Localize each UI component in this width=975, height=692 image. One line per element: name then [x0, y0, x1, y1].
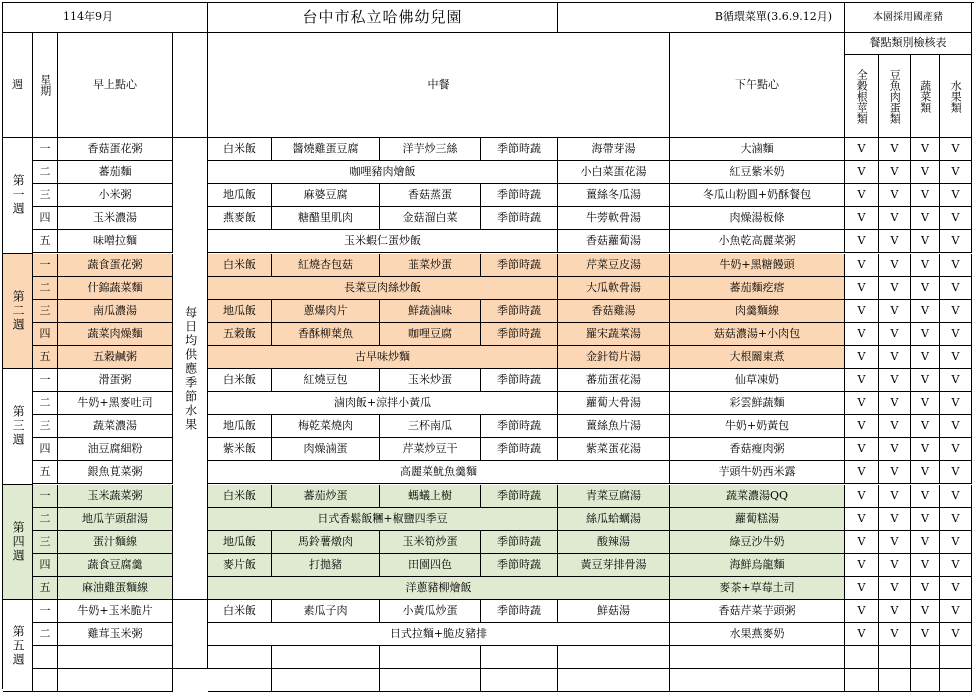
blank-cell: [33, 669, 58, 692]
lunch-item: 地瓜飯: [208, 531, 272, 554]
check-mark: V: [911, 230, 940, 253]
header-date: 114年9月: [3, 3, 208, 33]
lunch-item: 蔥爆肉片: [272, 300, 380, 323]
week-label-3: 第三週: [3, 369, 33, 485]
lunch-item: 季節時蔬: [481, 138, 558, 161]
check-mark: V: [845, 277, 879, 300]
lunch-item: 麥片飯: [208, 554, 272, 577]
day-label: 四: [33, 323, 58, 346]
col-check-3: 水果類: [940, 55, 972, 138]
lunch-soup: 大瓜軟骨湯: [558, 277, 670, 300]
check-mark: V: [879, 230, 911, 253]
breakfast-item: 什錦蔬菜麵: [58, 277, 173, 300]
day-label: 五: [33, 577, 58, 600]
lunch-item: 金菇溜白菜: [380, 207, 481, 230]
breakfast-item: 玉米蔬菜粥: [58, 485, 173, 508]
day-label: 三: [33, 300, 58, 323]
afternoon-item: 冬瓜山粉圓+奶酥餐包: [670, 184, 845, 207]
lunch-item: 肉燥滷蛋: [272, 438, 380, 461]
blank-cell: [558, 646, 670, 669]
check-mark: V: [940, 254, 972, 277]
blank-cell: [58, 646, 173, 669]
breakfast-item: 蛋汁麵線: [58, 531, 173, 554]
afternoon-item: 蘿蔔糕湯: [670, 508, 845, 531]
check-mark: V: [911, 254, 940, 277]
page-title: 台中市私立哈佛幼兒園: [208, 3, 558, 33]
lunch-item: 麻婆豆腐: [272, 184, 380, 207]
breakfast-item: 油豆腐細粉: [58, 438, 173, 461]
lunch-item: 酸辣湯: [558, 531, 670, 554]
col-check-1: 豆魚肉蛋類: [879, 55, 911, 138]
day-label: 一: [33, 369, 58, 392]
check-mark: V: [911, 508, 940, 531]
day-label: 二: [33, 161, 58, 184]
lunch-merged: 玉米蝦仁蛋炒飯: [208, 230, 558, 253]
check-mark: V: [911, 600, 940, 623]
check-mark: V: [879, 346, 911, 369]
check-mark: V: [879, 254, 911, 277]
breakfast-item: 小米粥: [58, 184, 173, 207]
check-mark: V: [911, 415, 940, 438]
lunch-item: 季節時蔬: [481, 415, 558, 438]
check-mark: V: [940, 392, 972, 415]
lunch-item: 白米飯: [208, 369, 272, 392]
breakfast-item: 牛奶+玉米脆片: [58, 600, 173, 623]
lunch-soup: 香菇蘿蔔湯: [558, 230, 670, 253]
check-mark: V: [911, 438, 940, 461]
breakfast-item: 味噌拉麵: [58, 230, 173, 253]
lunch-merged: 日式拉麵+脆皮豬排: [208, 623, 670, 646]
afternoon-item: 香菇瘦肉粥: [670, 438, 845, 461]
lunch-item: 鮮蔬滷味: [380, 300, 481, 323]
lunch-soup: 小白菜蛋花湯: [558, 161, 670, 184]
check-mark: V: [940, 207, 972, 230]
lunch-item: 玉米炒蛋: [380, 369, 481, 392]
check-mark: V: [845, 554, 879, 577]
lunch-item: 三杯南瓜: [380, 415, 481, 438]
check-mark: V: [879, 554, 911, 577]
afternoon-item: 菇菇濃湯+小肉包: [670, 323, 845, 346]
blank-cell: [380, 646, 481, 669]
lunch-item: 季節時蔬: [481, 254, 558, 277]
col-check-2: 蔬菜類: [911, 55, 940, 138]
lunch-item: 蕃茄蛋花湯: [558, 369, 670, 392]
day-label: 一: [33, 138, 58, 161]
lunch-item: 季節時蔬: [481, 531, 558, 554]
col-day: 星期: [33, 33, 58, 138]
afternoon-item: 綠豆沙牛奶: [670, 531, 845, 554]
lunch-soup: 絲瓜蛤蠣湯: [558, 508, 670, 531]
lunch-item: 季節時蔬: [481, 554, 558, 577]
check-mark: V: [940, 300, 972, 323]
lunch-item: 韮菜炒蛋: [380, 254, 481, 277]
breakfast-item: 蔬菜濃湯: [58, 415, 173, 438]
afternoon-item: 彩雲鮮蔬麵: [670, 392, 845, 415]
check-mark: V: [940, 554, 972, 577]
day-label: 二: [33, 508, 58, 531]
check-mark: V: [845, 346, 879, 369]
check-mark: V: [879, 438, 911, 461]
afternoon-item: 香菇芹菜芋頭粥: [670, 600, 845, 623]
lunch-item: 黃豆芽排骨湯: [558, 554, 670, 577]
day-label: 三: [33, 531, 58, 554]
blank-cell: [272, 669, 380, 692]
check-mark: V: [940, 184, 972, 207]
day-label: 五: [33, 461, 58, 484]
check-mark: V: [879, 623, 911, 646]
lunch-item: 季節時蔬: [481, 323, 558, 346]
col-check-title: 餐點類別檢核表: [845, 33, 972, 55]
check-mark: V: [845, 438, 879, 461]
day-label: 二: [33, 623, 58, 646]
lunch-item: 香酥柳葉魚: [272, 323, 380, 346]
check-mark: V: [845, 531, 879, 554]
check-mark: V: [940, 138, 972, 161]
check-mark: V: [940, 485, 972, 508]
lunch-item: 香菇雞湯: [558, 300, 670, 323]
blank-cell: [845, 669, 879, 692]
check-mark: V: [879, 323, 911, 346]
col-afternoon: 下午點心: [670, 33, 845, 138]
lunch-item: 田園四色: [380, 554, 481, 577]
check-mark: V: [911, 184, 940, 207]
breakfast-item: 銀魚莧菜粥: [58, 461, 173, 484]
lunch-item: 季節時蔬: [481, 600, 558, 623]
breakfast-item: 麻油雞蛋麵線: [58, 577, 173, 600]
check-mark: V: [879, 300, 911, 323]
check-mark: V: [879, 508, 911, 531]
afternoon-item: 小魚乾高麗菜粥: [670, 230, 845, 253]
check-mark: V: [879, 207, 911, 230]
blank-cell: [208, 669, 272, 692]
blank-cell: [670, 669, 845, 692]
blank-cell: [272, 646, 380, 669]
lunch-merged: 滷肉飯+涼拌小黃瓜: [208, 392, 558, 415]
lunch-item: 馬鈴薯燉肉: [272, 531, 380, 554]
lunch-item: 羅宋蔬菜湯: [558, 323, 670, 346]
breakfast-item: 地瓜芋頭甜湯: [58, 508, 173, 531]
lunch-item: 牛蒡軟骨湯: [558, 207, 670, 230]
check-mark: V: [845, 207, 879, 230]
check-mark: V: [845, 230, 879, 253]
lunch-merged: 咖哩豬肉燴飯: [208, 161, 558, 184]
check-mark: V: [940, 369, 972, 392]
afternoon-item: 蕃茄麵疙瘩: [670, 277, 845, 300]
day-label: 二: [33, 277, 58, 300]
check-mark: V: [845, 369, 879, 392]
check-mark: V: [911, 161, 940, 184]
check-mark: V: [845, 138, 879, 161]
check-mark: V: [911, 300, 940, 323]
lunch-item: 鮮菇湯: [558, 600, 670, 623]
lunch-item: 白米飯: [208, 138, 272, 161]
breakfast-item: 蔬食蛋花粥: [58, 254, 173, 277]
check-mark: V: [940, 600, 972, 623]
breakfast-item: 南瓜濃湯: [58, 300, 173, 323]
week-label-1: 第一週: [3, 138, 33, 254]
day-label: 三: [33, 415, 58, 438]
day-label: 四: [33, 207, 58, 230]
afternoon-item: 紅豆紫米奶: [670, 161, 845, 184]
fruit-note-blank: [173, 600, 208, 669]
lunch-item: 紫米飯: [208, 438, 272, 461]
afternoon-item: 仙草凍奶: [670, 369, 845, 392]
check-mark: V: [940, 623, 972, 646]
lunch-item: 白米飯: [208, 254, 272, 277]
lunch-merged: 洋蔥豬柳燴飯: [208, 577, 670, 600]
breakfast-item: 牛奶+黑麥吐司: [58, 392, 173, 415]
check-mark: V: [879, 600, 911, 623]
lunch-item: 紫菜蛋花湯: [558, 438, 670, 461]
lunch-item: 季節時蔬: [481, 485, 558, 508]
afternoon-item: 牛奶+黑糖饅頭: [670, 254, 845, 277]
day-label: 五: [33, 346, 58, 369]
lunch-item: 季節時蔬: [481, 207, 558, 230]
lunch-item: 打拋豬: [272, 554, 380, 577]
breakfast-item: 滑蛋粥: [58, 369, 173, 392]
check-mark: V: [911, 369, 940, 392]
lunch-item: 地瓜飯: [208, 184, 272, 207]
breakfast-item: 蕃茄麵: [58, 161, 173, 184]
check-mark: V: [940, 577, 972, 600]
breakfast-item: 蔬菜肉燥麵: [58, 323, 173, 346]
day-label: 五: [33, 230, 58, 253]
check-mark: V: [911, 461, 940, 484]
check-mark: V: [911, 277, 940, 300]
week-label-2: 第二週: [3, 254, 33, 370]
blank-cell: [911, 669, 940, 692]
blank-cell: [380, 669, 481, 692]
check-mark: V: [879, 461, 911, 484]
blank-cell: [481, 669, 558, 692]
blank-cell: [481, 646, 558, 669]
check-mark: V: [911, 346, 940, 369]
lunch-item: 糖醋里肌肉: [272, 207, 380, 230]
check-mark: V: [911, 323, 940, 346]
lunch-item: 燕麥飯: [208, 207, 272, 230]
lunch-item: 香菇蒸蛋: [380, 184, 481, 207]
check-mark: V: [845, 323, 879, 346]
check-mark: V: [845, 623, 879, 646]
check-mark: V: [940, 161, 972, 184]
col-fruit-header: [173, 33, 208, 138]
check-mark: V: [845, 254, 879, 277]
day-label: 一: [33, 254, 58, 277]
blank-cell: [879, 646, 911, 669]
lunch-merged: 日式香鬆飯糰+椒鹽四季豆: [208, 508, 558, 531]
lunch-item: 地瓜飯: [208, 300, 272, 323]
check-mark: V: [879, 485, 911, 508]
lunch-item: 薑絲魚片湯: [558, 415, 670, 438]
check-mark: V: [940, 461, 972, 484]
lunch-merged: 長菜豆肉絲炒飯: [208, 277, 558, 300]
lunch-item: 紅燒杏包菇: [272, 254, 380, 277]
week-label-4: 第四週: [3, 485, 33, 601]
lunch-item: 小黃瓜炒蛋: [380, 600, 481, 623]
blank-cell: [911, 646, 940, 669]
lunch-item: 芹菜豆皮湯: [558, 254, 670, 277]
check-mark: V: [940, 415, 972, 438]
check-mark: V: [845, 600, 879, 623]
check-mark: V: [940, 508, 972, 531]
check-mark: V: [845, 161, 879, 184]
check-mark: V: [845, 184, 879, 207]
afternoon-item: 麥茶+草莓土司: [670, 577, 845, 600]
col-lunch: 中餐: [208, 33, 670, 138]
check-mark: V: [879, 415, 911, 438]
afternoon-item: 牛奶+奶黃包: [670, 415, 845, 438]
lunch-item: 咖哩豆腐: [380, 323, 481, 346]
blank-cell: [208, 646, 272, 669]
check-mark: V: [845, 461, 879, 484]
lunch-item: 季節時蔬: [481, 369, 558, 392]
lunch-item: 洋芋炒三絲: [380, 138, 481, 161]
col-breakfast: 早上點心: [58, 33, 173, 138]
lunch-merged: 高麗菜魷魚羹麵: [208, 461, 670, 484]
check-mark: V: [845, 300, 879, 323]
check-mark: V: [879, 161, 911, 184]
check-mark: V: [879, 138, 911, 161]
check-mark: V: [940, 277, 972, 300]
blank-cell: [940, 669, 972, 692]
header-cycle: B循環菜單(3.6.9.12月): [558, 3, 845, 33]
check-mark: V: [911, 623, 940, 646]
check-mark: V: [845, 577, 879, 600]
check-mark: V: [911, 577, 940, 600]
breakfast-item: 玉米濃湯: [58, 207, 173, 230]
lunch-item: 地瓜飯: [208, 415, 272, 438]
check-mark: V: [845, 392, 879, 415]
afternoon-item: 芋頭牛奶西米露: [670, 461, 845, 484]
check-mark: V: [911, 392, 940, 415]
fruit-note: 每日均供應季節水果: [173, 138, 208, 600]
lunch-soup: 金針筍片湯: [558, 346, 670, 369]
afternoon-item: 肉羹麵線: [670, 300, 845, 323]
check-mark: V: [911, 138, 940, 161]
lunch-item: 玉米筍炒蛋: [380, 531, 481, 554]
lunch-item: 季節時蔬: [481, 184, 558, 207]
lunch-item: 五穀飯: [208, 323, 272, 346]
afternoon-item: 蔬菜濃湯QQ: [670, 485, 845, 508]
check-mark: V: [845, 485, 879, 508]
breakfast-item: 香菇蛋花粥: [58, 138, 173, 161]
afternoon-item: 肉燥湯板條: [670, 207, 845, 230]
breakfast-item: 蔬食豆腐羹: [58, 554, 173, 577]
check-mark: V: [940, 323, 972, 346]
blank-cell: [33, 646, 58, 669]
breakfast-item: 雞茸玉米粥: [58, 623, 173, 646]
day-label: 三: [33, 184, 58, 207]
check-mark: V: [911, 554, 940, 577]
lunch-item: 素瓜子肉: [272, 600, 380, 623]
blank-cell: [58, 669, 173, 692]
check-mark: V: [845, 415, 879, 438]
col-check-0: 全穀根莖類: [845, 55, 879, 138]
lunch-item: 白米飯: [208, 485, 272, 508]
check-mark: V: [879, 392, 911, 415]
check-mark: V: [879, 577, 911, 600]
check-mark: V: [911, 485, 940, 508]
day-label: 一: [33, 600, 58, 623]
check-mark: V: [940, 531, 972, 554]
blank-cell: [845, 646, 879, 669]
lunch-item: 紅燒豆包: [272, 369, 380, 392]
check-mark: V: [845, 508, 879, 531]
check-mark: V: [940, 438, 972, 461]
check-mark: V: [879, 531, 911, 554]
lunch-item: 季節時蔬: [481, 300, 558, 323]
day-label: 四: [33, 438, 58, 461]
afternoon-item: 大根關東煮: [670, 346, 845, 369]
blank-cell: [940, 646, 972, 669]
lunch-item: 白米飯: [208, 600, 272, 623]
blank-cell: [558, 669, 670, 692]
check-mark: V: [879, 277, 911, 300]
lunch-item: 季節時蔬: [481, 438, 558, 461]
check-mark: V: [879, 369, 911, 392]
week-label-5: 第五週: [3, 600, 33, 692]
lunch-item: 蕃茄炒蛋: [272, 485, 380, 508]
afternoon-item: 水果燕麥奶: [670, 623, 845, 646]
day-label: 一: [33, 485, 58, 508]
lunch-item: 青菜豆腐湯: [558, 485, 670, 508]
lunch-item: 薑絲冬瓜湯: [558, 184, 670, 207]
col-week: 週: [3, 33, 33, 138]
lunch-item: 海帶芽湯: [558, 138, 670, 161]
lunch-item: 芹菜炒豆干: [380, 438, 481, 461]
breakfast-item: 五穀鹹粥: [58, 346, 173, 369]
header-note: 本園採用國產豬: [845, 3, 972, 33]
day-label: 四: [33, 554, 58, 577]
check-mark: V: [940, 230, 972, 253]
afternoon-item: 海鮮烏龍麵: [670, 554, 845, 577]
afternoon-item: 大滷麵: [670, 138, 845, 161]
day-label: 二: [33, 392, 58, 415]
lunch-item: 梅乾菜燒肉: [272, 415, 380, 438]
check-mark: V: [879, 184, 911, 207]
blank-cell: [670, 646, 845, 669]
lunch-item: 醬燒雞蛋豆腐: [272, 138, 380, 161]
blank-cell: [879, 669, 911, 692]
check-mark: V: [911, 531, 940, 554]
lunch-item: 螞蟻上樹: [380, 485, 481, 508]
lunch-soup: 蘿蔔大骨湯: [558, 392, 670, 415]
check-mark: V: [940, 346, 972, 369]
lunch-merged: 古早味炒麵: [208, 346, 558, 369]
check-mark: V: [911, 207, 940, 230]
